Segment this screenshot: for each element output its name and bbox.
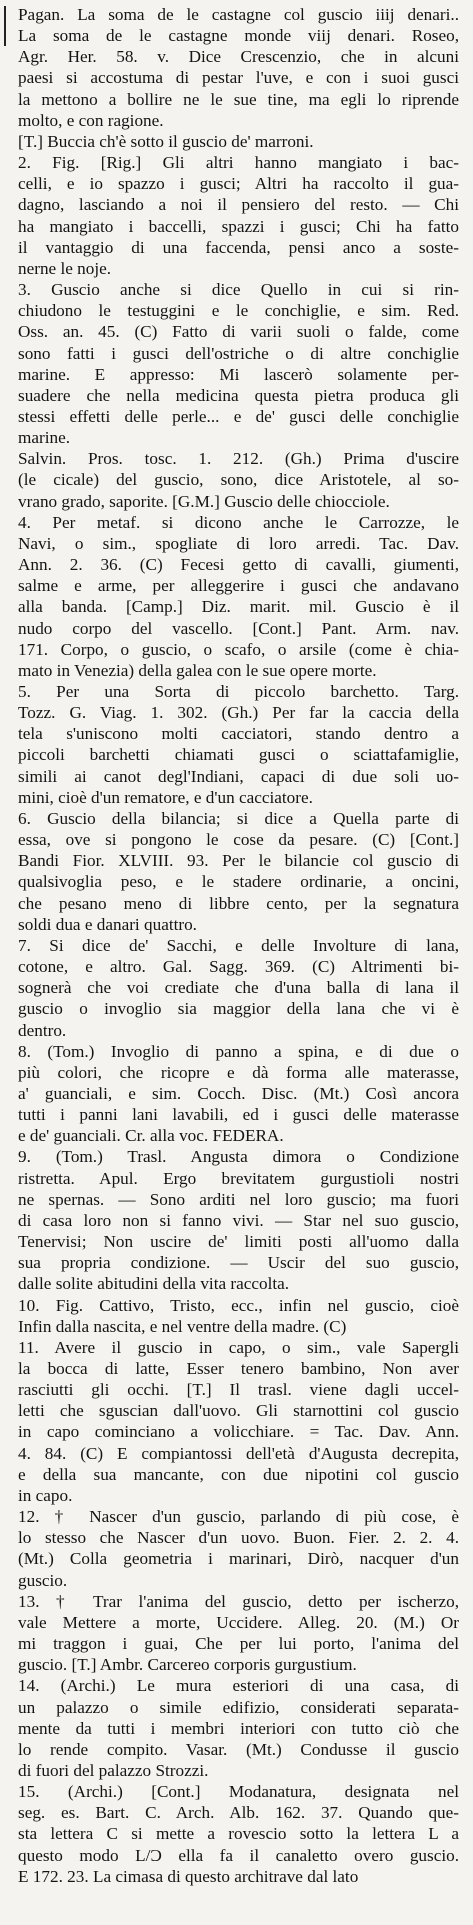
text-line: marine. E appresso: Mi lascerò solamente per- xyxy=(18,364,459,384)
text-line: vrano grado, saporite. [G.M.] Guscio delle chiocciole. xyxy=(18,491,390,511)
text-line: sono fatti i gusci dell'ostriche o di altre conchiglie xyxy=(18,343,459,363)
text-line: Infin dalla nascita, e nel ventre della madre. (C) xyxy=(18,1316,347,1336)
text-line: mato in Venezia) della galea con le sue opere morte. xyxy=(18,660,377,680)
margin-bracket xyxy=(4,6,6,46)
text-line: che pesano meno di libbre cento, per la segnatura xyxy=(18,893,459,913)
text-line: simili ai canot degl'Indiani, capaci di due soli uo- xyxy=(18,766,459,786)
text-line: ristretta. Apul. Ergo brevitatem gurgustioli nostri xyxy=(18,1168,459,1188)
text-line: qualsivoglia peso, e le stadere ordinarie, a oncini, xyxy=(18,872,459,892)
text-line: Salvin. Pros. tosc. 1. 212. (Gh.) Prima d'uscire xyxy=(18,449,459,469)
text-line: 12. † Nascer d'un guscio, parlando di più cose, è xyxy=(18,1507,459,1527)
text-line: marine. xyxy=(18,428,71,448)
text-line: E 172. 23. La cimasa di questo architrave dal lato xyxy=(18,1866,359,1886)
text-line: di fuori del palazzo Strozzi. xyxy=(18,1760,209,1780)
text-line: e de' guanciali. Cr. alla voc. FEDERA. xyxy=(18,1126,284,1146)
text-line: cotone, e altro. Gal. Sagg. 369. (C) Altrimenti bi- xyxy=(18,957,459,977)
text-line: dagno, lasciando a noi il pensiero del resto. — Chi xyxy=(18,195,459,215)
text-line: 4. 84. (C) E compiantossi dell'età d'Augusta decrepita, xyxy=(18,1443,459,1463)
text-line: sta lettera C si mette a rovescio sotto la lettera L a xyxy=(18,1824,459,1844)
text-line: essa, ove si pongono le cose da pesare. (C) [Cont.] xyxy=(18,830,459,850)
text-line: 14. (Archi.) Le mura esteriori di una casa, di xyxy=(18,1676,459,1696)
text-line: suadere che nella medicina questa pietra produca gli xyxy=(18,385,459,405)
text-line: guscio. [T.] Ambr. Carcereo corporis gurgustium. xyxy=(18,1655,357,1675)
text-line: Bandi Fior. XLVIII. 93. Per le bilancie col guscio di xyxy=(18,851,459,871)
text-line: questo modo L/Ɔ ella fa il canaletto overo guscio. xyxy=(18,1845,459,1865)
text-line: letti che sguscian dall'uovo. Gli starnottini col guscio xyxy=(18,1401,459,1421)
text-line: salme e arme, per alleggerire i gusci che andavano xyxy=(18,576,459,596)
entry-text xyxy=(18,4,459,1887)
text-line: 10. Fig. Cattivo, Tristo, ecc., infin nel guscio, cioè xyxy=(18,1295,459,1315)
text-line: 13. † Trar l'anima del guscio, detto per ischerzo, xyxy=(18,1591,459,1611)
text-line: nerne le noje. xyxy=(18,258,112,278)
text-line: Tenervisi; Non uscire de' limiti posti all'uomo dalla xyxy=(18,1232,459,1252)
text-line: la mettono a bollire ne le sue tine, ma egli lo riprende xyxy=(18,89,459,109)
text-line: La soma de le castagne monde viij denari. Roseo, xyxy=(18,26,459,46)
text-line: paesi si accostuma di pestar l'uve, e con i suoi gusci xyxy=(18,68,459,88)
text-line: sognerà che voi crediate che d'una balla di lana il xyxy=(18,978,459,998)
text-line: [T.] Buccia ch'è sotto il guscio de' marroni. xyxy=(18,131,314,151)
text-line: sua propria condizione. — Uscir del suo guscio, xyxy=(18,1253,459,1273)
text-line: 9. (Tom.) Trasl. Angusta dimora o Condizione xyxy=(18,1147,459,1167)
text-line: stessi effetti delle perle... e de' gusci delle conchiglie xyxy=(18,406,459,426)
text-line: 15. (Archi.) [Cont.] Modanatura, designata nel xyxy=(18,1782,459,1802)
text-line: 2. Fig. [Rig.] Gli altri hanno mangiato i bac- xyxy=(18,153,459,173)
text-line: vale Mettere a morte, Uccidere. Alleg. 20. (M.) Or xyxy=(18,1612,459,1632)
text-line: 4. Per metaf. si dicono anche le Carrozze, le xyxy=(18,512,459,532)
text-line: più colori, che ricopre e dà forma alle materasse, xyxy=(18,1062,459,1082)
text-line: Ann. 2. 36. (C) Fecesi getto di cavalli, giumenti, xyxy=(18,555,459,575)
text-line: chiudono le testuggini e le conchiglie, e sim. Red. xyxy=(18,301,459,321)
text-line: e della sua mancante, con due nipotini col guscio xyxy=(18,1464,459,1484)
text-line: tela s'uniscono molti cacciatori, stando dentro a xyxy=(18,724,459,744)
text-line: (Mt.) Colla geometria i marinari, Dirò, nacquer d'un xyxy=(18,1549,459,1569)
text-line: 8. (Tom.) Invoglio di panno a spina, e di due o xyxy=(18,1041,459,1061)
text-line: rasciutti gli occhi. [T.] Il trasl. viene dagli uccel- xyxy=(18,1380,459,1400)
text-line: Oss. an. 45. (C) Fatto di varii suoli o falde, come xyxy=(18,322,459,342)
text-line: seg. es. Bart. C. Arch. Alb. 162. 37. Quando que- xyxy=(18,1803,459,1823)
text-line: molto, e con ragione. xyxy=(18,110,164,130)
text-line: Pagan. La soma de le castagne col guscio iiij denari.. xyxy=(18,5,459,24)
text-line: 3. Guscio anche si dice Quello in cui si rin- xyxy=(18,280,459,300)
text-line: alla banda. [Camp.] Diz. marit. mil. Guscio è il xyxy=(18,597,459,617)
text-line: la bocca di latte, Esser tenero bambino, Non aver xyxy=(18,1359,459,1378)
text-line: a' guanciali, e sim. Cocch. Disc. (Mt.) Così ancora xyxy=(18,1083,459,1103)
text-line: (le cicale) del guscio, sono, dice Aristotele, al so- xyxy=(18,470,459,490)
text-line: soldi dua e danari quattro. xyxy=(18,914,197,934)
text-line: ha mangiato i baccelli, spazzi i gusci; Chi ha fatto xyxy=(18,216,459,236)
text-line: piccoli barchetti chiamati gusci o sciattafamiglie, xyxy=(18,745,459,765)
text-line: dentro. xyxy=(18,1020,67,1040)
text-line: Navi, o sim., spogliate di loro arredi. Tac. Dav. xyxy=(18,533,459,553)
text-line: 7. Si dice de' Sacchi, e delle Involture di lana, xyxy=(18,935,459,955)
text-line: tutti i panni lani lavabili, ed i gusci delle materasse xyxy=(18,1105,459,1125)
text-line: guscio o invoglio sia maggior della lana che vi è xyxy=(18,999,459,1019)
text-line: guscio. xyxy=(18,1570,68,1590)
text-line: Agr. Her. 58. v. Dice Crescenzio, che in alcuni xyxy=(18,47,459,67)
text-line: 6. Guscio della bilancia; si dice a Quella parte di xyxy=(18,808,459,828)
text-line: dalle solite abitudini della vita raccolta. xyxy=(18,1274,290,1294)
text-line: ne spernas. — Sono arditi nel loro guscio; ma fuori xyxy=(18,1189,459,1209)
text-line: lo stesso che Nascer d'un uovo. Buon. Fier. 2. 2. 4. xyxy=(18,1528,459,1548)
text-line: mi traggon i guai, Che per lui porto, l'anima del xyxy=(18,1634,459,1654)
text-line: il vantaggio di una faccenda, pensi anco a soste- xyxy=(18,237,459,257)
text-line: Tozz. G. Viag. 1. 302. (Gh.) Per far la caccia della xyxy=(18,703,459,723)
text-line: 171. Corpo, o guscio, o scafo, o arsile (come è chia- xyxy=(18,639,459,659)
text-line: mini, cioè d'un rematore, e d'un cacciatore. xyxy=(18,787,313,807)
text-line: celli, e io spazzo i gusci; Altri ha raccolto il gua- xyxy=(18,174,459,194)
text-line: di casa loro non si fanno vivi. — Star nel suo guscio, xyxy=(18,1210,459,1230)
text-line: 11. Avere il guscio in capo, o sim., vale Sapergli xyxy=(18,1337,459,1357)
text-line: un palazzo o simile edifizio, considerati separata- xyxy=(18,1697,459,1717)
text-line: 5. Per una Sorta di piccolo barchetto. Targ. xyxy=(18,682,459,701)
text-line: nudo corpo del vascello. [Cont.] Pant. Arm. nav. xyxy=(18,618,459,638)
text-line: mente da tutti i membri interiori con tutto ciò che xyxy=(18,1718,459,1738)
text-line: in capo cominciano a volicchiare. = Tac. Dav. Ann. xyxy=(18,1422,459,1442)
text-line: in capo. xyxy=(18,1485,73,1505)
text-line: lo rende compito. Vasar. (Mt.) Condusse il guscio xyxy=(18,1739,459,1759)
